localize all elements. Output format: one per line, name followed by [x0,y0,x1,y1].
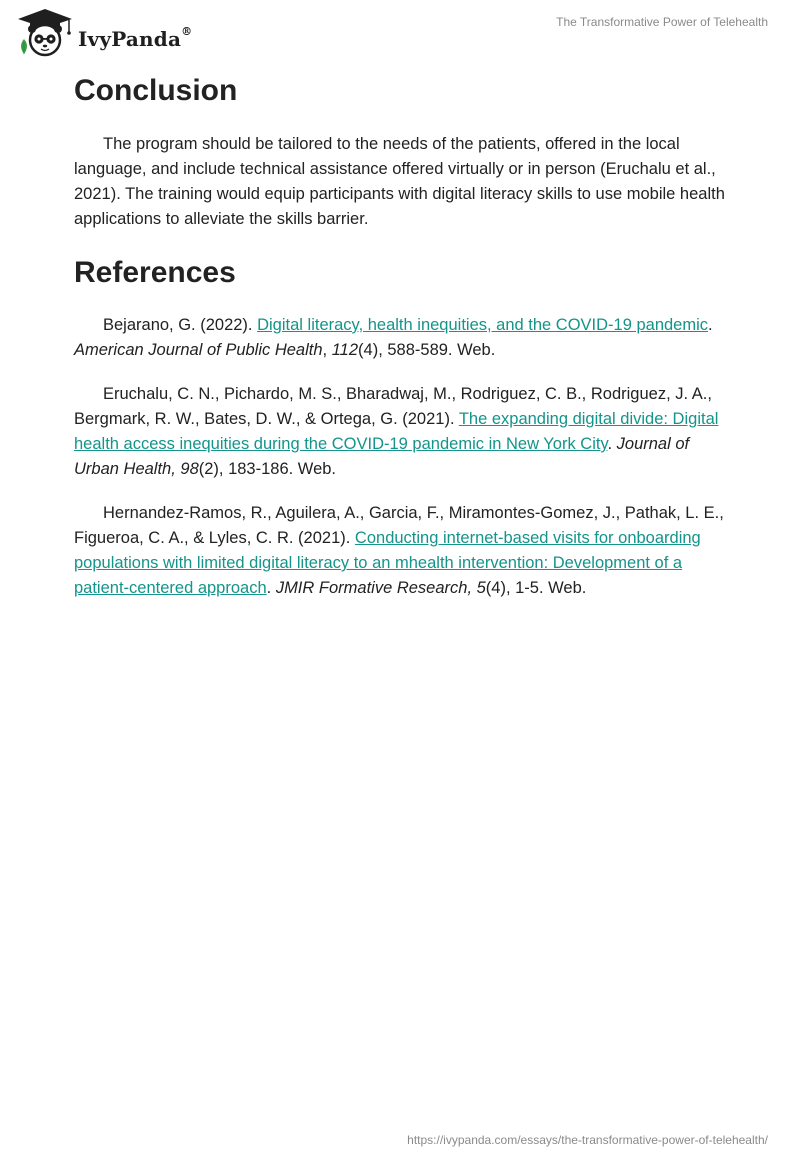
reference-journal: Journal of Urban Health, [74,435,690,478]
reference-pages: (4), 1-5. Web. [485,579,587,597]
conclusion-heading: Conclusion [74,74,238,107]
essay-content [74,72,734,601]
reference-journal: JMIR Formative Research, [275,579,477,597]
reference-item [74,313,734,363]
reference-punct: . [607,435,617,453]
reference-punct: . [708,316,713,334]
reference-pages: (4), 588-589. Web. [358,341,496,359]
reference-authors: Eruchalu, C. N., Pichardo, M. S., Bharadwaj, M., Rodriguez, C. B., Rodriguez, J. A., Bergmark, R. W., Bates, D. W., & Ortega, G. (2021). [74,385,712,428]
panda-graduate-icon [14,8,76,58]
ivypanda-logo[interactable] [14,8,224,58]
reference-pages: (2), 183-186. Web. [198,460,337,478]
reference-volume: 5 [476,579,486,597]
registered-mark: ® [181,25,193,39]
reference-journal: American Journal of Public Health [74,341,323,359]
reference-authors: Hernandez-Ramos, R., Aguilera, A., Garcia, F., Miramontes-Gomez, J., Pathak, L. E., Figueroa, C. A., & Lyles, C. R. (2021). [74,504,724,547]
reference-item [74,382,734,482]
reference-punct: . [266,579,276,597]
reference-volume: 98 [180,460,199,478]
reference-volume: 112 [331,341,359,359]
logo-wordmark: IvyPanda® [78,25,193,51]
reference-title-link[interactable]: The expanding digital divide: Digital health access inequities during the COVID-19 pandemic in New York City [74,410,719,453]
reference-title-link[interactable]: Conducting internet-based visits for onboarding populations with limited digital literacy to an mhealth intervention: Development of a patient-centered approach [74,529,701,597]
reference-title-link[interactable]: Digital literacy, health inequities, and the COVID-19 pandemic [257,316,709,334]
source-url[interactable]: https://ivypanda.com/essays/the-transformative-power-of-telehealth/ [407,1133,768,1147]
reference-punct: , [322,341,332,359]
page-header [0,0,800,70]
document-title: The Transformative Power of Telehealth [556,15,768,29]
reference-authors: Bejarano, G. (2022). [103,316,258,334]
references-heading: References [74,256,236,289]
conclusion-paragraph: The program should be tailored to the needs of the patients, offered in the local language, and include technical assistance offered virtually or in person (Eruchalu et al., 2021). The training would equip participants with digital literacy skills to use mobile health applications to alleviate the skills barrier. [74,135,725,228]
reference-item [74,501,734,601]
